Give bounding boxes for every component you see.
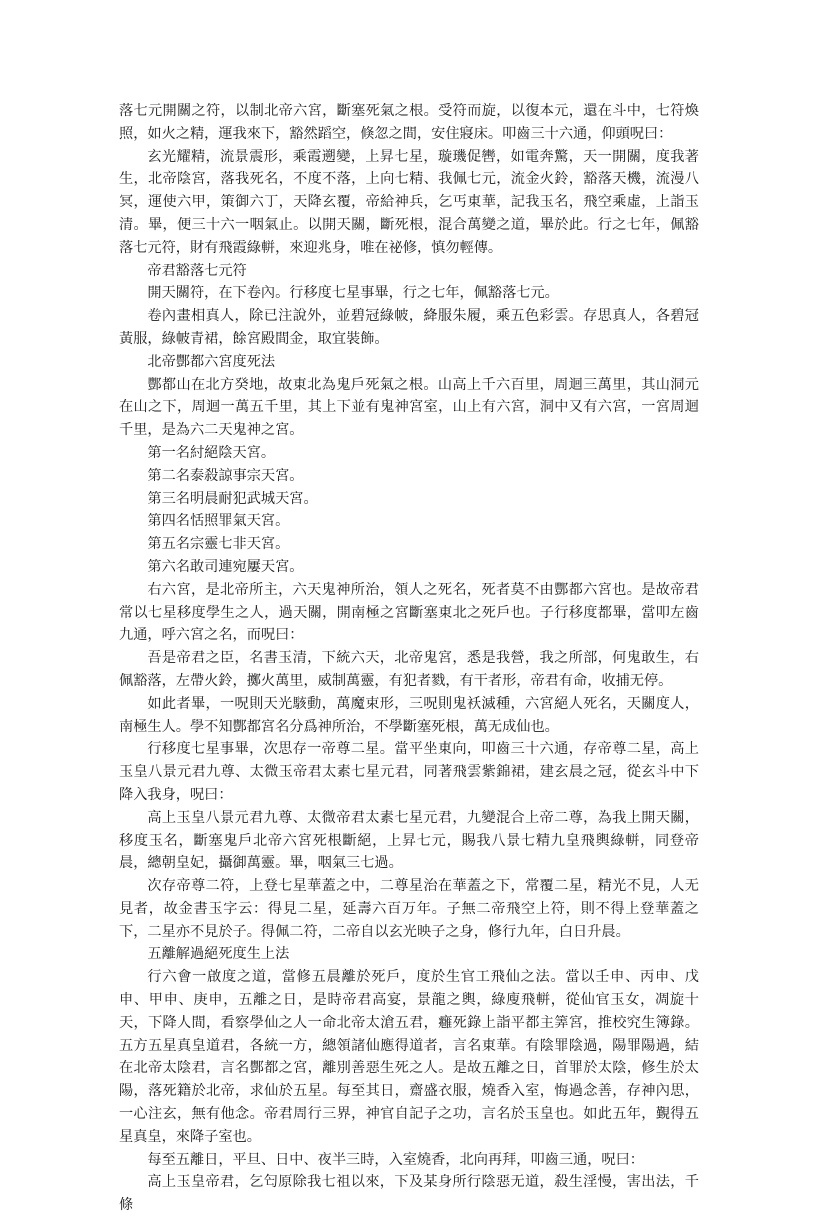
paragraph: 落七元開關之符，以制北帝六宮，斷塞死氣之根。受符而旋，以復本元，還在斗中，七符煥照，如火之精，運我來下，豁然蹈空，倏忽之間，安住寢床。叩齒三十六通，仰頭呪曰： [119, 103, 699, 142]
paragraph: 行移度七星事畢，次思存一帝尊二星。當平坐東向，叩齒三十六通，存帝尊二星，高上玉皇八景元君九尊、太微玉帝君太素七星元君，同著飛雲紫錦裙，建玄晨之冠，從玄斗中下降入我身，呪曰： [119, 741, 699, 803]
document-page [119, 100, 699, 1217]
paragraph: 行六會一啟度之道，當修五晨離於死戶，度於生官工飛仙之法。當以壬申、丙申、戊申、甲申、庚申，五離之日，是時帝君高宴，景龍之輿，綠廋飛軿，從仙官玉女，凋旋十天，下降人間，看察學仙之人一命北帝太滄五君，癰死錄上詣平都主筭宮，推校究生簿錄。五方五星真皇道君，各統一方，總領諸仙應得道者，言名東華。有陰罪陰過，陽罪陽過，結在北帝太陰君，言名酆都之宮，離別善惡生死之人。是故五離之日，首罪於太陰，修生於太陽，落死籍於北帝，求仙於五星。每至其日，齋盛衣服，燒香入室，悔過念善，存神內思，一心注玄，無有他念。帝君周行三界，神官自記子之功，言名於玉皇也。如此五年，覲得五星真皇，來降子室也。 [119, 969, 699, 1145]
incantation-paragraph: 高上玉皇帝君，乞匄原除我七祖以來，下及某身所行陰惡无道，殺生淫慢，害出法，千條 [119, 1174, 699, 1214]
paragraph: 卷內畫相真人，除已注說外，並碧冠綠帔，絳服朱履，乘五色彩雲。存思真人，各碧冠黃服，綠帔青裙，餘宮殿間金，取宜裝飾。 [119, 308, 699, 347]
palace-list-item: 第四名恬照罪氣天宮。 [147, 513, 290, 530]
palace-list-item: 第六名敢司連宛屢天宮。 [147, 558, 304, 575]
palace-list-item: 第二名泰殺諒事宗天宮。 [147, 467, 304, 484]
paragraph: 每至五離日，平旦、日中、夜半三時，入室燒香，北向再拜，叩齒三通，呪曰： [147, 1151, 644, 1168]
incantation-paragraph: 高上玉皇八景元君九尊、太微帝君太素七星元君，九變混合上帝二尊，為我上開天關，移度玉名，斷塞鬼戶北帝六宮死根斷絕，上昇七元，賜我八景七精九皇飛輿綠軿，同登帝晨，總朝皇妃，攝御萬靈。畢，咽氣三七過。 [119, 809, 699, 872]
paragraph: 酆都山在北方癸地，故東北為鬼戶死氣之根。山高上千六百里，周迴三萬里，其山洞元在山之下，周迴一萬五千里，其上下並有鬼神宮室，山上有六宮，洞中又有六宮，一宮周迴千里，是為六二天鬼神之宮。 [119, 376, 699, 439]
paragraph: 右六宮，是北帝所主，六天鬼神所治，領人之死名，死者莫不由酆都六宮也。是故帝君常以七星移度學生之人，過天關，開南極之宮斷塞東北之死戶也。子行移度都畢，當叩左齒九通，呼六宮之名，而呪曰： [119, 581, 699, 644]
paragraph: 次存帝尊二符，上登七星華蓋之中，二尊星治在華蓋之下，常覆二星，精光不見，人无見者，故金書玉字云：得見二星，延壽六百万年。子無二帝飛空上符，則不得上登華蓋之下，二星亦不見於子。得佩二符，二帝自以玄光映子之身，修行九年，白日升晨。 [119, 878, 699, 940]
palace-list-item: 第一名紂絕陰天宮。 [147, 444, 276, 461]
incantation-paragraph: 吾是帝君之臣，名書玉清，下統六天，北帝鬼宮，悉是我營，我之所部，何鬼敢生，右佩豁落，左帶火鈴，擲火萬里，威制萬靈，有犯者戮，有干者形，帝君有命，收捕无停。 [119, 650, 699, 689]
section-heading: 五離解過絕死度生上法 [147, 946, 290, 963]
incantation-paragraph: 玄光耀精，流景震形，乘霞遡變，上昇七星，璇璣促轡，如電奔驚，天一開關，度我著生，北帝陰宮，落我死名，不度不落，上向七精、我佩七元，流金火鈴，豁落天機，流漫八冥，運使六甲，策御六丁，天降玄覆，帝給神兵，乞丐東華，記我玉名，飛空乘虛，上詣玉清。畢，便三十六一咽氣止。以開天關，斷死根，混合萬變之道，畢於此。行之七年，佩豁落七元符，財有飛霞綠軿，來迎兆身，唯在祕修，慎勿輕傳。 [119, 148, 699, 256]
palace-list-item: 第三名明晨耐犯武城天宮。 [147, 490, 318, 507]
section-heading: 帝君豁落七元符 [147, 262, 247, 279]
paragraph: 開天關符，在下卷內。行移度七星事畢，行之七年，佩豁落七元。 [147, 285, 559, 302]
palace-list-item: 第五名宗靈七非天宮。 [147, 536, 290, 553]
section-heading: 北帝酆都六宮度死法 [147, 353, 276, 370]
paragraph: 如此者畢，一呪則天光駭動，萬魔束形，三呪則鬼袄滅種，六宮絕人死名，天關度人，南極生人。學不知酆都宮名分爲神所治，不學斷塞死根，萬无成仙也。 [119, 695, 699, 735]
